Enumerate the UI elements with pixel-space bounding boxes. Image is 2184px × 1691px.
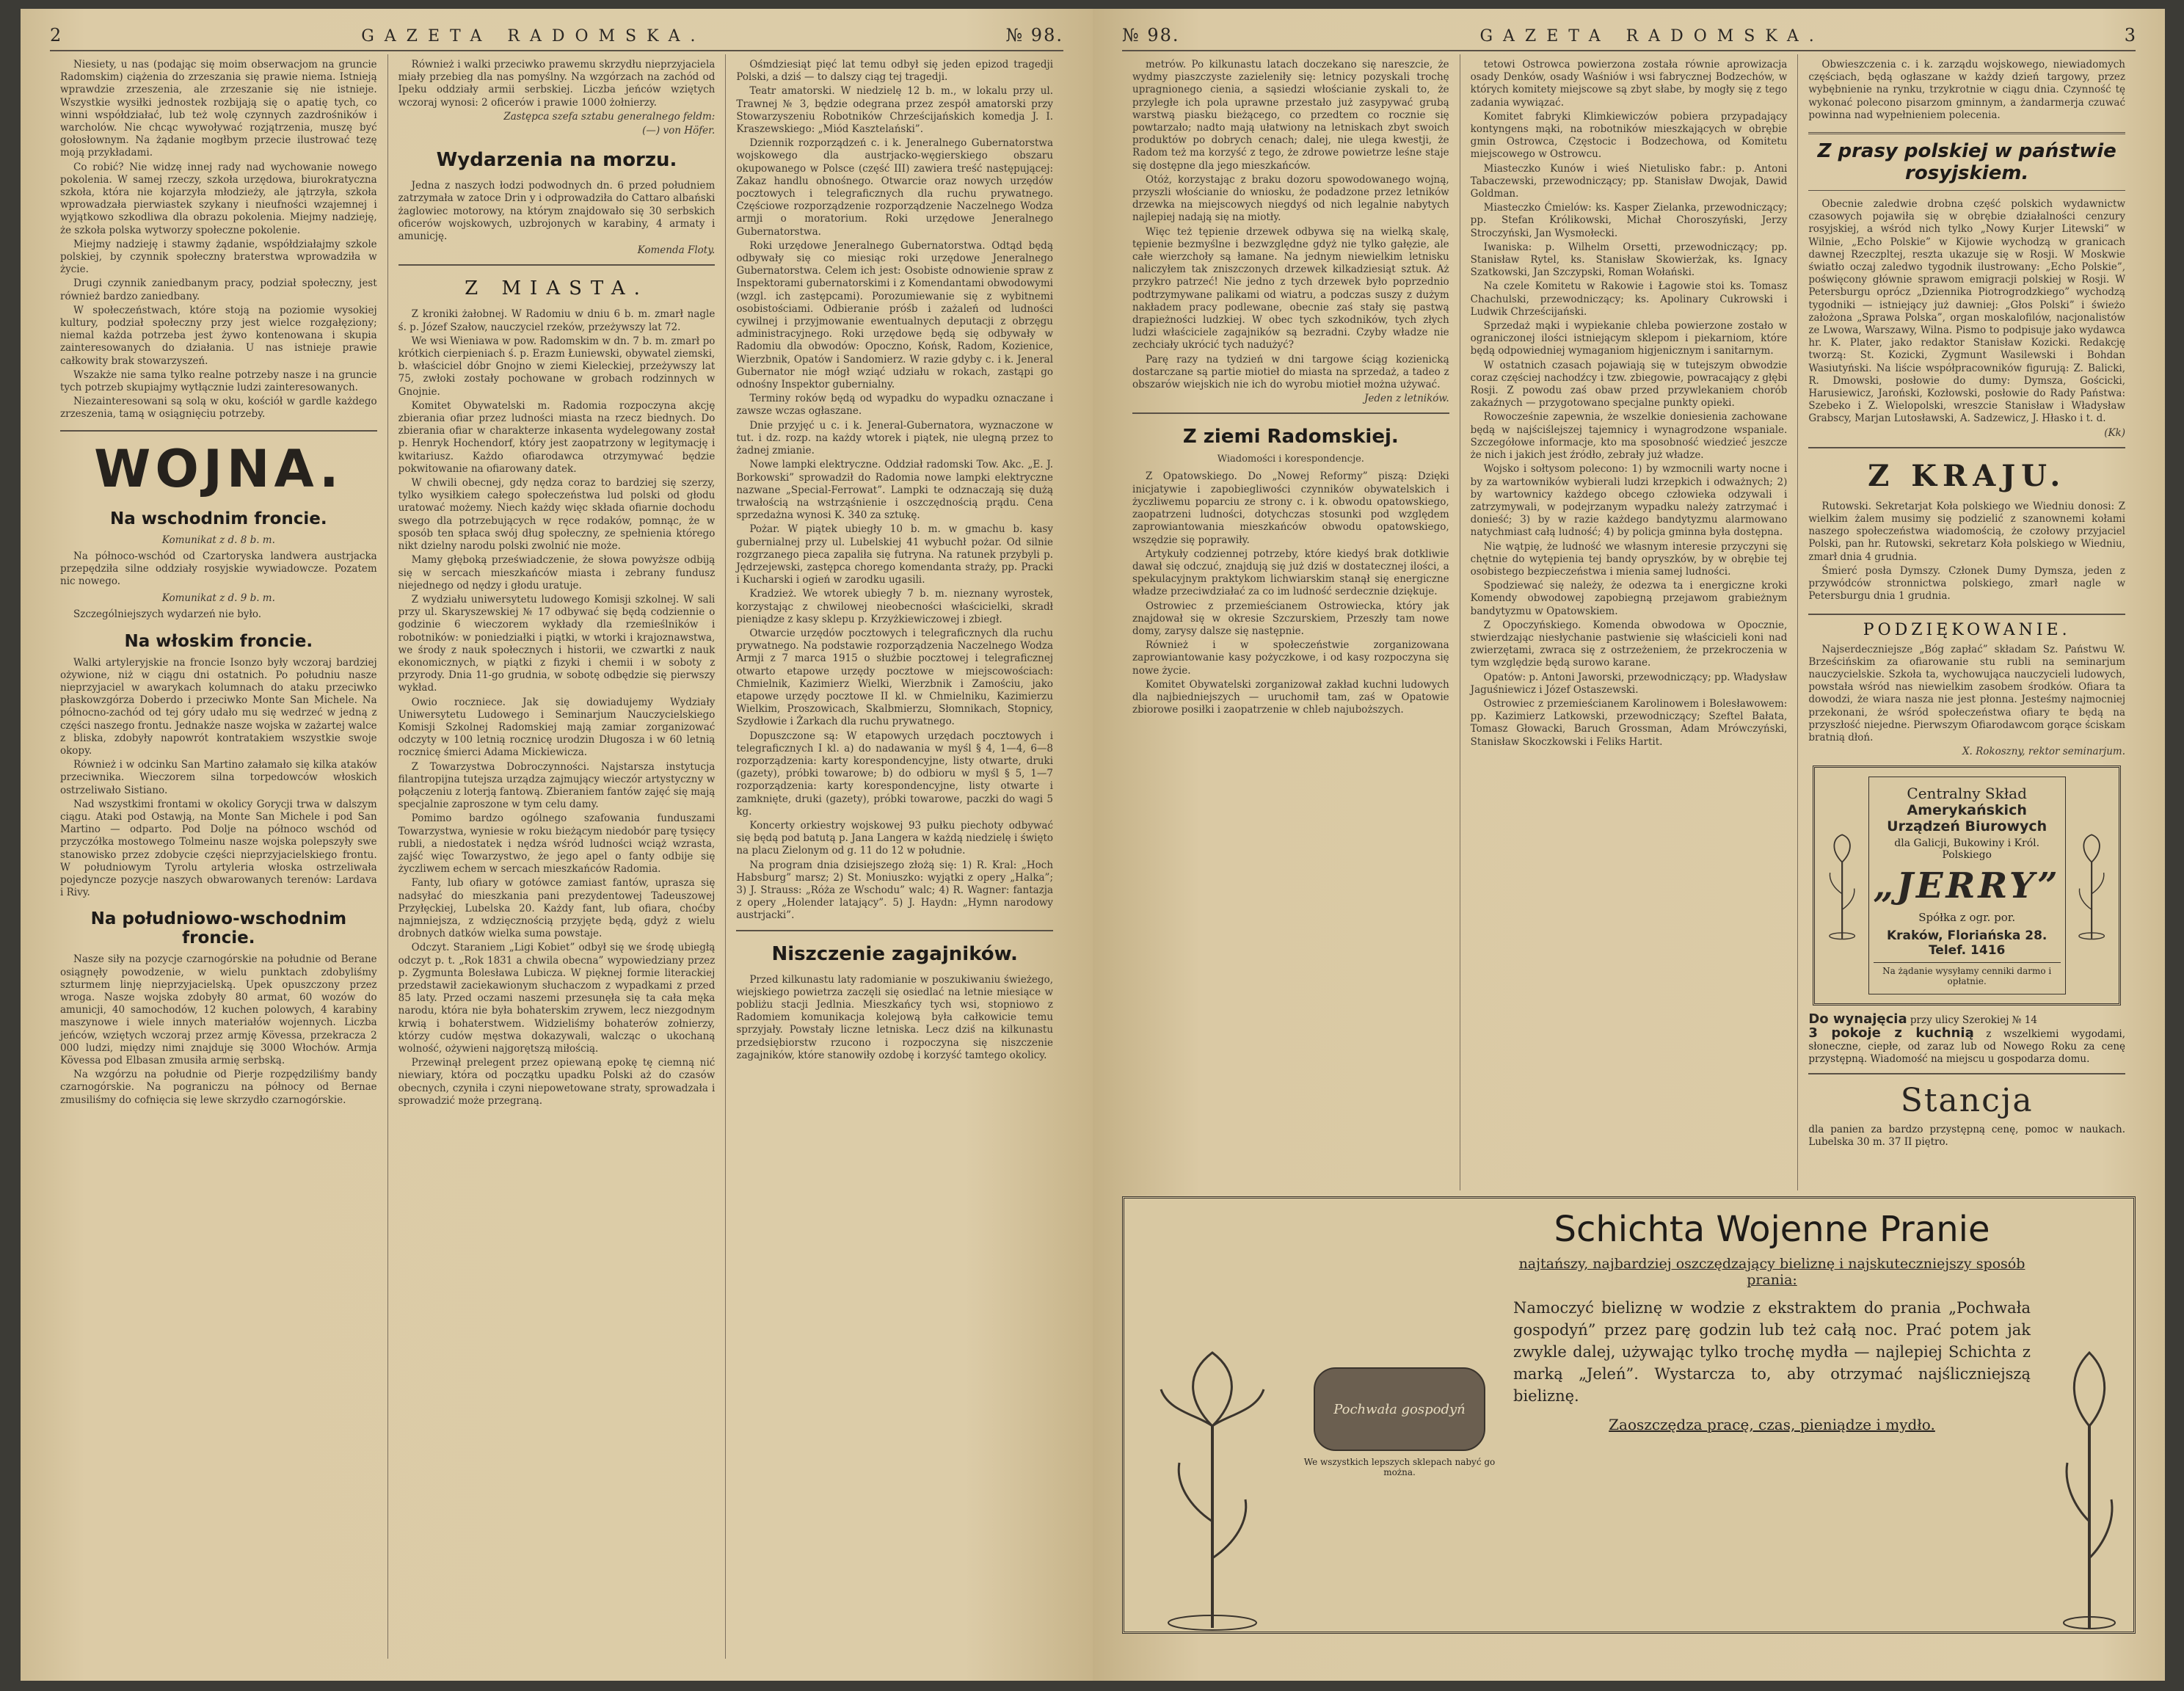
article-paragraph: Nad wszystkimi frontami w okolicy Gorycji trwa w dalszym ciągu. Ataki pod Ostawją, na Monte San Michele i pod San Martino — odparto. Pod Dolje na północo wschód od przyczółka mostowego Tolmeinu nasze wojska polepszyły swe stanowisko przez zdobycie części nieprzyjacielskiego frontu. W południowym Tyrolu artyleria włoska ostrzeliwała pojedyncze pozycje naszych obwarowanych terenów: Lardava i Rivy. — [60, 798, 377, 899]
news-item: Dopuszczone są: W etapowych urzędach pocztowych i telegraficznych I kl. a) do nadawania w myśl § 4, 1—4, 6—8 rozporządzenia: karty korespondencyjne, listy otwarte, druki (gazety), próbki towarowe; b) do odbioru w myśl § 5, 1—7 rozporządzenia: karty korespondencyjne, listy otwarte i zamknięte, druki (gazety), próbki towarowe, paczki do wagi 5 kg. — [736, 730, 1054, 818]
section-divider — [1808, 1073, 2125, 1074]
article-paragraph: Przed kilkunastu laty radomianie w poszukiwaniu świeżego, wiejskiego powietrza zaczęli się osiedlać na letnie miesiące w pobliżu stacji Jedlnia. Mieszkańcy tych wsi, stopniowo z Radomiem komunikacja kolejową była całkowicie temu sprzyjały. Powstały liczne letniska. Lecz dziś na kilkunastu przedsiębiorstw rzucono i rozpoczyna się niszczenie zagajników, które stanowiły ozdobę i korzyść tamtego okolicy. — [736, 973, 1054, 1061]
news-item: Owio roczniece. Jak się dowiadujemy Wydziały Uniwersytetu Ludowego i Seminarjum Nauczycielskiego Komisji Szkolnej Radomskiej mają zamiar zorganizować odczyty w 100 letnią rocznicę urodzin Długosza i w 60 letnią rocznicę śmierci Adama Mickiewicza. — [398, 696, 716, 759]
jerry-ad-brand: „JERRY” — [1873, 865, 2061, 907]
jerry-ad-line: Amerykańskich Urządzeń Biurowych — [1887, 802, 2048, 835]
destruction-heading: Niszczenie zagajników. — [771, 942, 1018, 965]
right-page-number: 3 — [2124, 25, 2136, 46]
signature-line: Zastępca szefa sztabu generalnego feldm: — [503, 110, 716, 123]
news-item: Roki urzędowe Jeneralnego Gubernatorstwa. Odtąd będą odbywały się co miesiąc roki urzędowe Jeneralnego Gubernatorstwa. Celem ich jest: Osobiste odnowienie spraw z Inspektorami gubernatorskimi i z Komendantami obwodowymi (wzgl. ich zastępcami). Porozumiewanie się z wybitnemi osobistościami. Odbieranie próśb i zażaleń od ludności cywilnej i przyjmowanie ewentualnych deputacji z obrzęgu administracyjnego. Roki urzędowe będą się odbywały w Radomiu dla obwodów: Opoczno, Końsk, Radom, Kozienice, Wierzbnik, Opatów i Sandomierz. W razie gdyby c. i k. Jeneral Gubernator nie mógł wziąć udziału w rokach, zastąpi go odnośny Inspektor gubernialny. — [736, 239, 1054, 391]
rent-ad-text: z wszelkiemi wygodami, słoneczne, ciepłe, od zaraz lub od Nowego Roku za cenę przystępną. Wiadomość na miejscu u gospodarza domu. — [1808, 1028, 2126, 1066]
news-item: Ostrowiec z przemieścianem Karolinowem i Bolesławowem: pp. Kazimierz Latkowski, przewodniczący; Szeftel Bałata, Tomasz Głowacki, Baruch Grossman, Adam Mrówczyński, Stanisław Skoczkowski i Feliks Hartit. — [1470, 697, 1788, 748]
news-item: Pomimo bardzo ogólnego szafowania funduszami Towarzystwa, wyniesie w roku bieżącym niedobór parę tysięcy rubli, a niedostatek i nędza wśród ludności wciąż wzrasta, zajść więc Towarzystwo, że jego apel o fanty odbije się życzliwem echem w sercach mieszkańców Radomia. — [398, 812, 716, 876]
stancja-ad-text: dla panien za bardzo przystępną cenę, pomoc w naukach. Lubelska 30 m. 37 II piętro. — [1808, 1124, 2126, 1149]
right-masthead: GAZETA RADOMSKA. — [1479, 27, 1824, 46]
jerry-advertisement — [1813, 766, 2121, 1005]
schichta-ad-body — [1499, 1199, 2045, 1632]
italy-front-heading: Na włoskim froncie. — [124, 631, 313, 651]
news-item: Miasteczko Ćmielów: ks. Kasper Zielanka, przewodniczący; pp. Stefan Królikowski, Michał Choroszyński, Jerzy Stroczyński, Jan Wysmołecki. — [1470, 202, 1788, 239]
news-item: Ostrowiec z przemieścianem Ostrowiecka, który jak znajdował się w okresie Szczurskiem, Przeszły tam nowe domy, zarysy dalsze się następnie. — [1132, 600, 1449, 637]
news-item: Z Towarzystwa Dobroczynności. Najstarsza instytucja filantropijna tutejsza urządza zajmujący wieczór artystyczny w połączeniu z loterją fantową. Zbieraniem fantów zajęć się mają specjalnie zaproszone w tym celu damy. — [398, 760, 716, 811]
news-item: Wojsko i sołtysom polecono: 1) by wzmocnili warty nocne i by za wartowników wybierali ludzi krzepkich i odważnych; 2) by wartownicy każdego obcego człowieka odzywali i zatrzymywali, w podejrzanym wypadku należy zatrzymać i donieść; 3) by w razie każdego bandytyzmu alarmowano natychmiast całą ludność; 4) by policja gminna była dostępna. — [1470, 463, 1788, 539]
right-column-2 — [1460, 54, 1799, 1190]
flower-ornament-icon — [2073, 809, 2110, 963]
news-item: Z Opoczyńskiego. Komenda obwodowa w Opocznie, stwierdzając niesłychanie pastwienie się właścicieli koni nad zwierzętami, zwraca się z ostrzeżeniem, że przekroczenia w tym względzie będą surowo karane. — [1470, 619, 1788, 669]
signature: X. Rokoszny, rektor seminarjum. — [1962, 746, 2126, 758]
schichta-ad-tagline: najtańszy, najbardziej oszczędzający bieliznę i najskuteczniejszy sposób prania: — [1518, 1256, 2025, 1288]
left-columns — [50, 54, 1063, 1659]
article-paragraph: Walki artyleryjskie na froncie Isonzo były wczoraj bardziej ożywione, niż w ciągu dni ostatnich. Po południu nasze nieprzyjaciel w awarykach kolumnach do ataku przeciwko płaskowzgórza Doberdo i przeciwko Monte San Michele. Na północno-zachód od tej góry udało mu się wedrzeć w jedną z części naszego frontu. Jednakże nasze wojska w zażartej walce z bliska, zdobyły napowrót kontratakiem wszystkie swoje okopy. — [60, 656, 377, 757]
news-item: Na program dnia dzisiejszego złożą się: 1) R. Kral: „Hoch Habsburg” marsz; 2) St. Moniuszko: wyjątki z opery „Halka”; 3) J. Strauss: „Róża ze Wschodu” walc; 4) R. Wagner: fantazja z opery „Holender latający”. 5) J. Haydn: „Hymn narodowy austrjacki”. — [736, 859, 1054, 922]
left-page — [21, 9, 1093, 1681]
article-paragraph: Otóż, korzystając z braku dozoru spowodowanego wojną, przyszli włościanie do wniosku, że podadzone przez letników drzewka na miejscowych niegdyś od nich legalnie nabytych najlepiej nadają się na miotły. — [1132, 173, 1449, 224]
schichta-ad-footer: Zaoszczędza pracę, czas, pieniądze i mydło. — [1609, 1416, 1935, 1433]
newspaper-spread — [21, 9, 2165, 1681]
article-paragraph: W społeczeństwach, które stoją na poziomie wysokiej kultury, podział społeczny przy jest wielce rozgałęziony; niemal każda potrzeba jest żywo kontenowana i skupia zainteresowanych do działania. U nas istnieje prawie całkowity brak stowarzyszeń. — [60, 304, 377, 367]
news-item: Opatów: p. Antoni Jaworski, przewodniczący; pp. Władysław Jaguśniewicz i Józef Ostaszewski. — [1470, 671, 1788, 696]
news-item: Na czele Komitetu w Rakowie i Łagowie stoi ks. Tomasz Chachulski, przewodniczący; ks. Apolinary Cukrowski i Ludwik Chrześcijański. — [1470, 280, 1788, 318]
schichta-advertisement — [1122, 1196, 2136, 1634]
article-paragraph: Również i walki przeciwko prawemu skrzydłu nieprzyjaciela miały przebieg dla nas pomyślny. Na wzgórzach na zachód od Ipeku oddziały armii serbskiej. Liczba jeńców wziętych wczoraj wynosi: 2 oficerów i prawie 1000 żołnierzy. — [398, 59, 716, 109]
jerry-ad-line: Spółka z ogr. por. — [1918, 911, 2016, 925]
jerry-ad-line: dla Galicji, Bukowiny i Król. Polskiego — [1894, 837, 2040, 862]
news-item: Komitet fabryki Klimkiewiczów pobiera przypadający kontyngens mąki, na robotników mieszkających w obrębie gmin Ostrowca, Częstocic i Bodzechowa, od Komitetu miejscowego w Ostrowcu. — [1470, 110, 1788, 161]
article-paragraph: Jedna z naszych łodzi podwodnych dn. 6 przed południem zatrzymała w zatoce Drin y i odprowadziła do Cattaro albański żaglowiec motorowy, na którym znajdowało się 30 serbskich oficerów wojskowych, uzbrojonych w karabiny, 4 armaty i amunicję. — [398, 180, 716, 243]
news-item: Teatr amatorski. W niedzielę 12 b. m., w lokalu przy ul. Trawnej № 3, będzie odegrana przez zespół amatorski przy Stowarzyszeniu Robotników Chrześcijańskich komedja J. I. Kraszewskiego: „Miód Kasztelański”. — [736, 85, 1054, 136]
soap-packet-image — [1314, 1367, 1485, 1451]
country-heading: Z KRAJU. — [1868, 458, 2067, 493]
news-item: Komitet Obywatelski m. Radomia rozpoczyna akcję zbierania ofiar przez ludności miasta na rzecz biednych. Do zbierania ofiar w charakterze inkasenta wydelegowany został p. Henryk Hochendorf, który jest zaopatrzony w legitymację i kwitariusz. Każdo ofiarodawca otrzymywać będzie pokwitowanie na ofiarowany datek. — [398, 399, 716, 475]
signature: (Kk) — [2104, 426, 2126, 439]
wojna-heading: WOJNA. — [60, 430, 377, 499]
left-column-1 — [50, 54, 388, 1659]
jerry-ad-body — [1868, 777, 2066, 994]
news-item: W chwili obecnej, gdy nędza coraz to bardziej się szerzy, tylko wysiłkiem całego społeczeństwa lud polski od głodu uratować możemy. Niech każdy więc składa ofiarnie dochodu swego dla potrzebujących w ręce rodaków, pomnąc, że w sposób ten spłaca swój dług społeczny, ze spełnienia którego nikt dzielny narodu polski zwolnić nie może. — [398, 477, 716, 553]
news-item: Dnie przyjęć u c. i k. Jeneral-Gubernatora, wyznaczone w tut. i dz. rozp. na każdy wtorek i piątek, nie ulegną przez to żadnej zmianie. — [736, 419, 1054, 457]
news-item: Z Opatowskiego. Do „Nowej Reformy” piszą: Dzięki inicjatywie i zapobiegliwości czynników obywatelskich i życzliwemu poparciu ze strony c. i k. obwodu opatowskiego, zaopatrzeni ludności, dotychczas stosunki pod względem zaprowiantowania mieszkańców obwodu opatowskiego, wszędzie się poprawiły. — [1132, 470, 1449, 546]
jerry-ad-line: Na żądanie wysyłamy cenniki darmo i opłatnie. — [1874, 962, 2061, 986]
soap-packet-label: Pochwała gospodyń — [1333, 1401, 1466, 1417]
article-paragraph: Miejmy nadzieję i stawmy żądanie, współdziałajmy szkole polskiej, by czynnik społeczny braterstwa wprowadziła w życie. — [60, 238, 377, 276]
news-item: tetowi Ostrowca powierzona została równie aprowizacja osady Denków, osady Waśniów i wsi fabrycznej Bodzechów, w których komitety miejscowe są zbyt słabe, by mogły się z tego zadania wywiązać. — [1470, 59, 1788, 109]
article-paragraph: Drugi czynnik zaniedbanym pracy, podział społeczny, jest również bardzo zaniedbany. — [60, 277, 377, 302]
flower-ornament-icon — [1824, 809, 1860, 963]
communique-date: Komunikat z d. 9 b. m. — [161, 592, 275, 605]
right-running-head — [1122, 25, 2136, 51]
soap-packet-caption: We wszystkich lepszych sklepach nabyć go można. — [1303, 1457, 1496, 1477]
schichta-right-ornament — [2045, 1199, 2133, 1632]
news-item: Przewinął prelegent przez opiewaną epokę tę ciemną nić niewiary, która od początku upadku Polski aż do czasów obecnych, czyniła i czyni niepowetowane straty, sprowadzała i sprowadzić może przegraną. — [398, 1057, 716, 1107]
signature: Jeden z letników. — [1364, 393, 1449, 405]
left-page-number: 2 — [50, 25, 62, 46]
left-column-2 — [388, 54, 727, 1659]
news-item: Fanty, lub ofiary w gotówce zamiast fantów, uprasza się nadsyłać do mieszkania pani prezydentowej Tadeuszowej Przyłęckiej, Lubelska 20. Każdy fant, lub ofiara, choćby najmniejsza, z wdzięcznością przyjęte będą, gdyż z wielu drobnych datków wielka suma powstaje. — [398, 877, 716, 940]
schichta-ad-title: Schichta Wojenne Pranie — [1554, 1209, 1990, 1250]
article-paragraph: Co robić? Nie widzę innej rady nad wychowanie nowego pokolenia. W samej rzeczy, szkoła urzędowa, biurokratyczna szkoła, która nie kojarzyła młodzieży, ale jątrzyła, szkoła wprowadzała pierwiastek szykany i nieufności wzajemnej i wyjątkowo szkodliwa dla obrazu pokolenia. Miejmy nadzieję, że szkoła polska wytworzy społeczne pokolenie. — [60, 161, 377, 236]
article-paragraph: metrów. Po kilkunastu latach doczekano się nareszcie, że wydmy piaszczyste zazieleniły się: letnicy pozyskali trochę upragnionego cienia, a sąsiedzi włościanie zyskali to, że przyległe ich pola uprawne przestało już zasypywać grubą warstwą piasku bieżącego, co przedtem co rocznie się powtarzało; nadto mają ułatwiony na letniskach zbyt swoich produktów po dobrych cenach; dalej, nie ulega kwestji, że Radom też ma korzyść z tego, że zdrowe powietrze leśne staje się dostępne dla jego mieszkańców. — [1132, 59, 1449, 172]
article-paragraph: Niezainteresowani są solą w oku, kościół w gardle każdego zrzeszenia, tamą w osiągnięciu potrzeby. — [60, 396, 377, 421]
rent-ad-lead: Do wynajęcia — [1808, 1011, 1907, 1028]
rent-advertisement — [1808, 1013, 2125, 1066]
article-paragraph: Niesiety, u nas (podając się moim obserwacjom na gruncie Radomskim) ciążenia do zrzeszania się prawie niema. Istnieją wprawdzie zrzeszenia, ale zrzeszanie się nie istnieje. Wszystkie wysiłki jednostek rozbijają się o apatię tych, co winni współdziałać, lub też wolę czynnych zazdrośników i warcholów. Nie chcąc wywoływać rozjątrzenia, muszę być gołosłownym. Na żądanie mogłbym przecie ilustrować tezę moją przykładami. — [60, 59, 377, 159]
region-subheading: Wiadomości i korespondencje. — [1217, 454, 1364, 465]
jerry-ad-address: Kraków, Floriańska 28. Telef. 1416 — [1886, 928, 2048, 959]
lily-ornament-icon — [1139, 1338, 1286, 1632]
section-divider — [1808, 447, 2125, 448]
article-paragraph: Również i w odcinku San Martino załamało się kilka ataków przeciwnika. Wieczorem silna torpedowców włoskich ostrzeliwało Sistiano. — [60, 759, 377, 796]
news-item: Dziennik rozporządzeń c. i k. Jeneralnego Gubernatorstwa wojskowego dla austrjacko-węgierskiego obszaru okupowanego w Polsce (część III) zawiera treść następującej: Zakaz handlu obnośnego. Otwarcie oraz nowych urzędów pocztowych i telegraficznych dla ruchu prywatnego. Częściowe rozporządzenie rozporządzenie Naczelnego Wodza armji o moratorium. Roki urzędowe Jeneralnego Gubernatorstwa. — [736, 137, 1054, 238]
news-item: Z wydziału uniwersytetu ludowego Komisji szkolnej. W sali przy ul. Skaryszewskiej № 17 odbywać się będą codziennie o godzinie 6 wieczorem wykłady dla rzemieślników i robotników: w poniedziałki i piątki, w wtorki i krajoznawstwa, we środy z nauk społecznych i historii, we czwartki z nauk ekonomicznych, w piątki z fizyki i chemii i w soboty z przyrody. Dnia 11-go grudnia, w sobotę odbędzie się pierwszy wykład. — [398, 593, 716, 694]
left-issue-number: № 98. — [1005, 25, 1063, 46]
news-item: We wsi Wieniawa w pow. Radomskim w dn. 7 b. m. zmarł po krótkich cierpieniach ś. p. Erazm Łuniewski, obywatel ziemski, b. właściciel dóbr Gnojno w ziemi Kieleckiej, przeżywszy lat 75, zwłoki zostały pochowane w grobach rodzinnych w Gnojnie. — [398, 335, 716, 398]
article-paragraph: Obecnie zaledwie drobna część polskich wydawnictw czasowych pojawiła się w obrębie działalności cenzury rosyjskiej, a wśród nich tylko „Nowy Kurjer Litewski” w Wilnie, „Echo Polskie” w Kijowie wychodzą w granicach dawnej Rzeczpltej, reszta ukazuje się w Rosji. W Moskwie światło oczaj zaledwo tygodnik ilustrowany: „Echo Polskie”, poświęcony głównie sprawom emigracji polskiej w Rosji. W Petersburgu oprócz „Dziennika Piotrogrodzkiego” wychodzą tygodniki — istniejący już dawniej: „Głos Polski” i świeżo założona „Sprawa Polska”, organ moskalofilów, nacjonalistów ze Lwowa, Warszawy, Wilna. Pismo to podpisuje jako wydawca hr. K. Plater, jako redaktor Stanisław Kozicki. Redakcję tworzą: St. Kozicki, Zygmunt Wasilewski i Bohdan Wasiutyński. Na liście współpracowników figurują: Z. Balicki, R. Dmowski, posłowie do dumy: Dymsza, Gościcki, Harusiewicz, Jaroński, Kozłowski, posłowie do Rady Państwa: Szebeko i Z. Wielopolski, wreszcie Stanisław i Władysław Grabscy, Marjan Lutosławski, A. Sadzewicz, J. Hłasko i t. d. — [1808, 198, 2126, 425]
news-item: Z kroniki żałobnej. W Radomiu w dniu 6 b. m. zmarł nagle ś. p. Józef Szałow, nauczyciel rzeków, przeżywszy lat 72. — [398, 308, 716, 333]
schichta-ad-description: Namoczyć bieliznę w wodzie z ekstraktem do prania „Pochwała gospodyń” przez parę godzin lub też całą noc. Prać potem jak zwykle dalej, używając tylko trochę mydła — najlepiej Schichta z marką „Jeleń”. Wystarcza to, aby otrzymać najśliczniejszą bieliznę. — [1513, 1299, 2031, 1405]
news-item: Sprzedaż mąki i wypiekanie chleba powierzone zostało w ograniczonej ilości istniejącym sklepom i piekarniom, które będą odpowiedniej wymaganiom higjenicznym i sanitarnym. — [1470, 320, 1788, 357]
news-item: Otwarcie urzędów pocztowych i telegraficznych dla ruchu prywatnego. Na podstawie rozporządzenia Naczelnego Wodza Armji z 7 marca 1915 o służbie pocztowej i telegraficznej otwarto etapowe urzędy pocztowe w miejscowościach: Chmielnik, Kazimierz Wielki, Wierzbnik i Zamościu, jako etapowe urzędy pocztowe II kl. w Chmielniku, Kazimierzu Wielkim, Proszowicach, Skalbmierzu, Słomnikach, Stopnicy, Szydłowie i Żarkach dla ruchu prywatnego. — [736, 627, 1054, 728]
news-item: Iwaniska: p. Wilhelm Orsetti, przewodniczący; pp. Stanisław Rytel, ks. Stanisław Skowierżak, ks. Ignacy Szatkowski, Jan Szczypski, Roman Wołański. — [1470, 241, 1788, 279]
article-paragraph: Parę razy na tydzień w dni targowe ściąg kozienicką dostarczane są partie miotieł do miasta na sprzedaż, a tadeo z obszarów wiejskich nie ich do wyrobu miotieł można używać. — [1132, 353, 1449, 391]
signature: (—) von Höfer. — [642, 125, 716, 137]
jerry-ad-line: Centralny Skład — [1907, 785, 2027, 803]
article-paragraph: Więc też tępienie drzewek odbywa się na wielką skalę, tępienie bezmyślne i bezwzględne gdyż nie tylko gałęzie, ale całe wierzchoły są łamane. Na jednym niewielkim letnisku naliczyłem tak zniszczonych drzewek kilkadziesiąt sztuk. Aż przykro patrzeć! Nie jedno z tych drzewek było poprzednio podtrzymywane palikami od wiatru, a podczas suszy z dużym nakładem pracy podlewane, obecnie zaś stały się pastwą drapieżności ludzkiej. W obec tych szkodników, tych złych ludzi właściciele zagajników są bezradni. Czyby władze nie zechciały ukrócić tych nadużyć? — [1132, 225, 1449, 352]
soap-packet-block — [1300, 1199, 1499, 1632]
news-item: Mamy głęboką przeświadczenie, że słowa powyższe odbiją się w sercach mieszkańców miasta i zebrany fundusz niejednego od nędzy i głodu uratuje. — [398, 554, 716, 592]
right-columns — [1122, 54, 2136, 1190]
section-divider — [1132, 412, 1449, 414]
communique-text: Na północo-wschód od Czartoryska landwera austrjacka przepędziła silne oddziały rosyjskie wywiadowcze. Pozatem nic nowego. — [60, 550, 377, 588]
signature: Komenda Floty. — [637, 244, 716, 257]
rent-ad-big: 3 pokoje z kuchnią — [1808, 1025, 1974, 1041]
news-item: Ośmdziesiąt pięć lat temu odbył się jeden epizod tragedji Polski, a dziś — to dalszy ciąg tej tragedji. — [736, 59, 1054, 84]
news-item: Nie wątpię, że ludność we własnym interesie przyczyni się chętnie do wytępienia tej bandy opryszków, by w obrębie tej osobistego bezpieczeństwa i mienia samej ludności. — [1470, 540, 1788, 578]
city-section-heading: Z MIASTA. — [465, 277, 649, 300]
right-column-3 — [1798, 54, 2136, 1190]
thanks-heading: PODZIĘKOWANIE. — [1808, 614, 2125, 639]
news-item: Spodziewać się należy, że odezwa ta i energiczne kroki Komendy obwodowej zapobiegną przejawom grabieżnym bandytyzmu w Opatowskiem. — [1470, 580, 1788, 617]
news-item: Kradzież. We wtorek ubiegły 7 b. m. nieznany wyrostek, korzystając z chwilowej nieobecności właścicielki, skradł pieniądze z kasy sklepu p. Krzyżkiewiczowej i zbiegł. — [736, 588, 1054, 625]
section-divider — [736, 930, 1053, 931]
right-issue-number: № 98. — [1122, 25, 1180, 46]
schichta-left-ornament — [1124, 1199, 1300, 1632]
article-paragraph: Obwieszczenia c. i k. zarządu wojskowego, niewiadomych częściach, będą ogłaszane w każdy dzień targowy, przez wybębnienie na rynku, trzykrotnie w ciągu dnia. Czynność tę wykonać polecono pisarzom gminnym, a żandarmerja czuwać powinna nad wypełnieniem polecenia. — [1808, 59, 2126, 121]
news-item: Pożar. W piątek ubiegły 10 b. m. w gmachu b. kasy gubernialnej przy ul. Lubelskiej 41 wybuchł pożar. Od silnie rozgrzanego pieca zapaliła się futryna. Na ratunek przybyli p. Jędrzejewski, zastępca chorego komendanta straży, pp. Pracki i Kucharski i ogień w zarodku ugasili. — [736, 523, 1054, 586]
news-item: Rutowski. Sekretarjat Koła polskiego we Wiedniu donosi: Z wielkim żalem musimy się podzielić z szanownemi kołami naszego społeczeństwa wiadomością, że czołowy przyjaciel Polski, pan hr. Rutowski, sekretarz Koła polskiego w Wiedniu, zmarł dnia 4 grudnia. — [1808, 500, 2126, 563]
sea-events-heading: Wydarzenia na morzu. — [436, 149, 677, 172]
left-column-3 — [726, 54, 1063, 1659]
article-paragraph: Najserdeczniejsze „Bóg zapłać” składam Sz. Państwu W. Brześcińskim za ofiarowanie stu rubli na seminarjum nauczycielskie. Szkoła ta, wychowująca nauczycieli ludowych, powstała wśród nas niewielkim zasobem środków. Ofiara ta dowodzi, że wiara nasza nie jest płonna. Jesteśmy najmocniej przekonani, że wśród społeczeństwa ofiary te będą na przyszłość niejedne. Pierwszym Ofiarodawcom gorące ściskam bratnią dłoń. — [1808, 643, 2126, 743]
section-divider — [398, 264, 716, 266]
news-item: Artykuły codziennej potrzeby, które kiedyś brak dotkliwie dawał się odczuć, znajdują się już dziś w dostatecznej ilości, a spekulacyjnym praktykom lichwiarskim stanął się energiczne władze przeciwdziałać za co im ludność serdecznie dziękuje. — [1132, 548, 1449, 598]
news-item: Koncerty orkiestry wojskowej 93 pułku piechoty odbywać się będą pod batutą p. Jana Langera w każdą niedzielę i święto na placu Zielonym od g. 11 do 12 w południe. — [736, 819, 1054, 857]
article-paragraph: Nasze siły na pozycje czarnogórskie na południe od Berane osiągnęły powodzenie, w wielu punktach zdobyliśmy szturmem linję nieprzyjacielską. Upek opuszczony przez wroga. Nasze wojska zdobyły 80 armat, 60 wozów do amunicji, 40 samochodów, 12 kuchen polowych, 4 karabiny maszynowe i wiele innych materiałów wojennych. Liczba jeńców, wziętych wczoraj przez armję Kövessa, przekracza 2 000 ludzi, między nimi znajduje się 3000 Włochów. Armja Kövessa pod Elbasan zmusiła armię serbską. — [60, 953, 377, 1066]
communique-text: Szczególniejszych wydarzeń nie było. — [73, 608, 262, 621]
news-item: Odczyt. Staraniem „Ligi Kobiet” odbył się we środę ubiegłą odczyt p. t. „Rok 1831 a chwila obecna” wypowiedziany przez p. Zygmunta Bolesława Lubicza. W pięknej formie literackiej przedstawił zaciekawionym słuchaczom z wypadkami z przed 85 laty. Przed oczami naszemi przesunęła się ta cała męka narodu, która nie była bohaterskim zrywem, lecz niezgodnym krwią i bohaterstwem. Widzieliśmy bohaterów zołnierzy, którzy cudów męstwa dokazywali, walcząc o ukochaną wolność, ożywieni najgorętszą miłością. — [398, 942, 716, 1055]
news-item: Terminy roków będą od wypadku do wypadku oznaczane i zawsze wczas ogłaszane. — [736, 393, 1054, 418]
article-paragraph: Wszakże nie sama tylko realne potrzeby nasze i na gruncie tych potrzeb skupiajmy wytłącznie ludzi zainteresowanych. — [60, 368, 377, 394]
east-front-heading: Na wschodnim froncie. — [110, 509, 327, 528]
news-item: W ostatnich czasach pojawiają się w tutejszym obwodzie coraz częściej nachodźcy i tzw. zbiegowie, powracający z głębi Rosji. Z powodu zaś obaw przed przywlekaniem chorób zakaźnych — przygotowano specjalne punkty opieki. — [1470, 359, 1788, 410]
right-column-1 — [1122, 54, 1460, 1190]
communique-date: Komunikat z d. 8 b. m. — [161, 534, 275, 546]
stancja-ad-heading: Stancja — [1900, 1082, 2034, 1120]
news-item: Nowe lampki elektryczne. Oddział radomski Tow. Akc. „E. J. Borkowski” sprowadził do Radomia nowe lampki elektryczne nazwane „Special-Ferrowat”. Lampki te odznaczają się dużą trwałością na wstrząśnienie i oszczędnością prądu. Cena sprzedażna wynosi K. 340 za sztukę. — [736, 459, 1054, 522]
polish-press-heading: Z prasy polskiej w państwie rosyjskiem. — [1808, 132, 2125, 191]
rent-ad-text: przy ulicy Szerokiej № 14 — [1910, 1014, 2037, 1027]
news-item: Rowocześnie zapewnia, że wszelkie doniesienia zachowane będą w najściślejszej tajemnicy i wynagrodzone wspaniale. Szczegółowe informacje, kto ma sposobność wiedzieć jeszcze że nich i jakich jest źródło, zebrały już władze. — [1470, 411, 1788, 462]
left-masthead: GAZETA RADOMSKA. — [361, 27, 706, 46]
right-page — [1093, 9, 2165, 1681]
lily-ornament-icon — [2053, 1338, 2126, 1632]
news-item: Śmierć posła Dymszy. Członek Dumy Dymsza, jeden z przywódców stronnictwa polskiego, zmarł nagle w Petersburgu dnia 1 grudnia. — [1808, 564, 2126, 603]
news-item: Również i w społeczeństwie zorganizowana zaprowiantowanie kasy pożyczkowe, i od kasy rozpoczyna się nowe życie. — [1132, 639, 1449, 677]
left-running-head — [50, 25, 1063, 51]
region-heading: Z ziemi Radomskiej. — [1182, 426, 1399, 448]
news-item: Komitet Obywatelski zorganizował zakład kuchni ludowych dla najbiedniejszych — uruchomił tam, zaś w Opatowie zbiorowe posiłki i zaopatrzenie w chleb najuboższych. — [1132, 678, 1449, 716]
southeast-front-heading: Na południowo-wschodnim froncie. — [90, 909, 347, 948]
news-item: Miasteczko Kunów i wieś Nietulisko fabr.: p. Antoni Tabaczewski, przewodniczący; pp. Stanisław Dwojak, Dawid Goldman. — [1470, 162, 1788, 200]
article-paragraph: Na wzgórzu na południe od Pierje rozpędziliśmy bandy czarnogórskie. Na pograniczu na północy od Bernae zmusiliśmy do cofnięcia się lewe skrzydło czarnogórskie. — [60, 1069, 377, 1106]
